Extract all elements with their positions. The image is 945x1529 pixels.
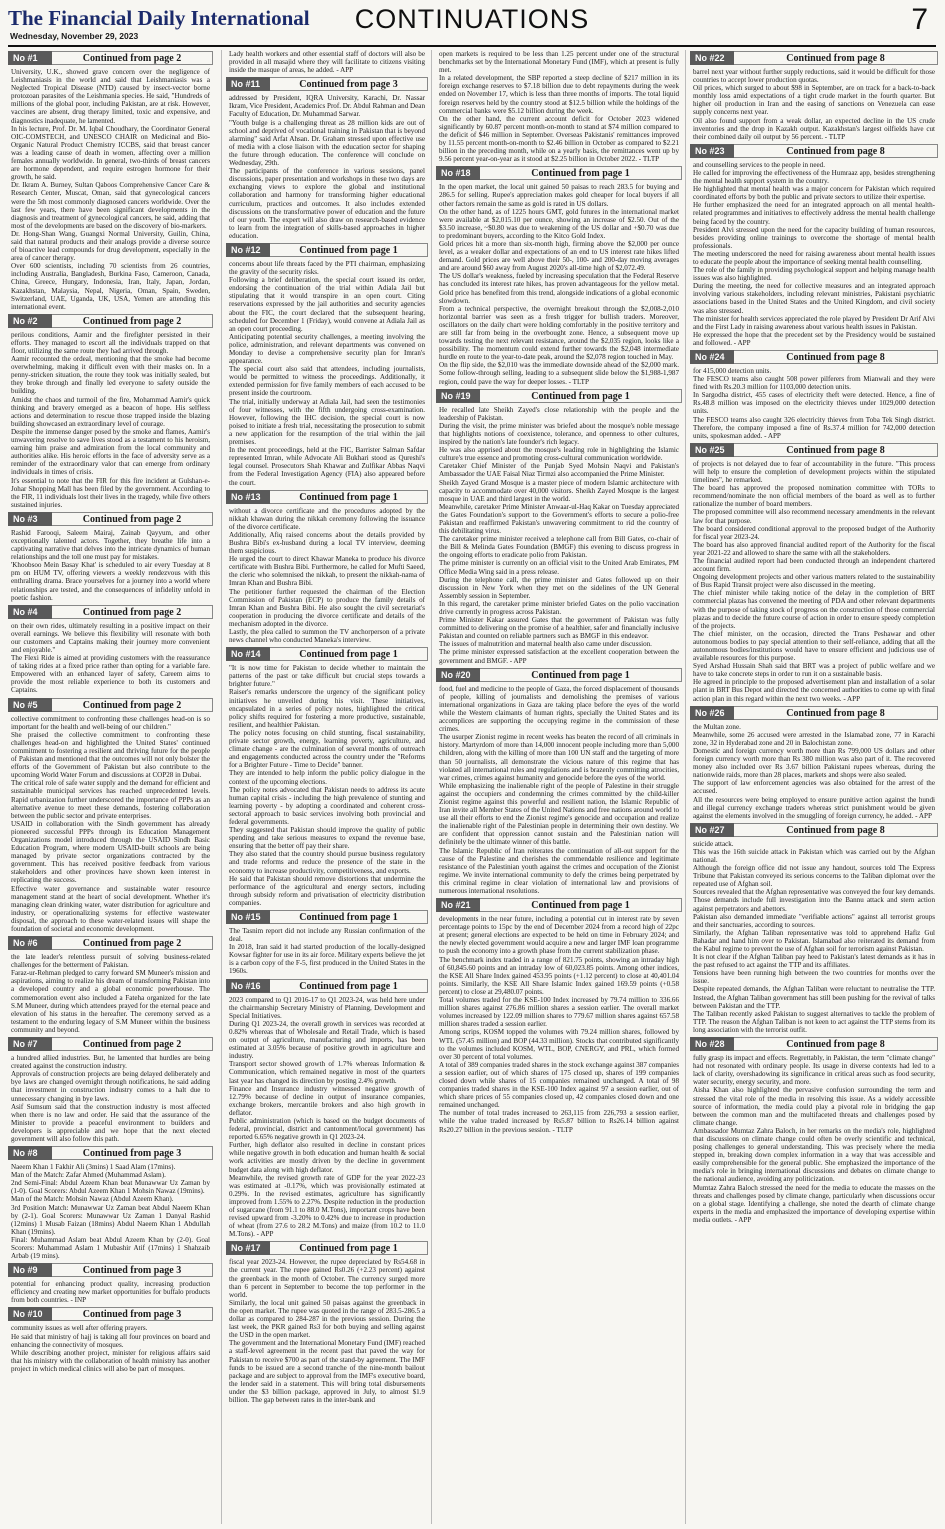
- continued-from-label: Continued from page 3: [270, 77, 428, 91]
- story-header: [226, 243, 428, 257]
- story-21: [436, 898, 682, 1134]
- masthead-rule: [8, 45, 936, 47]
- story-header: [8, 1307, 213, 1321]
- story-body-text: fully grasp its impact and effects. Regrettably, in Pakistan, the term "climate change" had not resonated with ordinary people. Its usage in diverse contexts had led to a lack of clarity, overshadowing its significance in critical areas such as food security, water security, energy security, and more. Aisha Khan also highlighted the pervasive confusion surrounding the term and stressed the vital role of the media in resolving this issue. As a widely accessible source of information, the media could play a pivotal role in bridging the gap between the common man and the multifaceted threats and challenges posed by climate change. Ambassador Mumtaz Zahra Baloch, in her remarks on the media's role, highlighted that discussions on climate change could often be overly scientific and technical, posing challenges to general understanding. This was precisely where the media stepped in, breaking down complex information in a way that was accessible and easily comprehensible for the general public. She emphasized the importance of the media's role in bringing international discussions and debates on climate change to the national audience, avoiding any politicization. Mumtaz Zahra Baloch stressed the need for the media to educate the masses on the threats and challenges posed by climate change, particularly when discussions occur on a global stage. Identifying a challenge, she noted the dearth of climate change experts in the media and emphasized the importance of developing expertise within media outlets. - APP: [693, 1054, 935, 1224]
- story-number-badge: No #11: [226, 77, 270, 91]
- story-22: [690, 51, 938, 141]
- story-body-text: "It is now time for Pakistan to decide whether to maintain the patterns of the past or take difficult but crucial steps towards a brighter future." Raiser's remarks underscore the urgency of the significant policy initiatives he unveiled during his visit. These initiatives, encapsulated in a series of policy notes, highlighted the critical policy shifts required for fostering a more productive, sustainable, resilient, and healthier Pakistan. The policy notes focusing on child stunting, fiscal sustainability, private sector growth, energy, learning poverty, agriculture, and climate change - are the culmination of several months of outreach and engagements conducted across the country under the "Reforms for a Brighter Future - Time to Decide" banner. They are intended to help inform the public policy dialogue in the context of the upcoming elections. The policy notes advocated that Pakistan needs to address its acute human capital crisis - including the high prevalence of stunting and learning poverty - by adopting a coordinated and coherent cross-sectoral approach to basic services involving both provincial and federal governments. They suggested that Pakistan should improve the quality of public spending and take serious measures to expand the revenue base, ensuring that the better off pay their share. They also stated that the country should pursue business regulatory and trade reforms and reduce the presence of the state in the economy to increase productivity, competitiveness, and exports. He said that Pakistan should remove distortions that undermine the performance of the agricultural and energy sectors, including through subsidy reform and privatisation of electricity distribution companies.: [229, 664, 425, 907]
- story-7: [8, 1037, 213, 1143]
- story-number-badge: No #28: [690, 1037, 734, 1051]
- story-header: [226, 490, 428, 504]
- story-number-badge: No #24: [690, 350, 734, 364]
- story-number-badge: No #15: [226, 910, 270, 924]
- story-26: [690, 706, 938, 820]
- masthead: [8, 4, 936, 44]
- story-number-badge: No #22: [690, 51, 734, 65]
- story-number-badge: No #10: [8, 1307, 52, 1321]
- story-header: [690, 144, 938, 158]
- story-6: [8, 936, 213, 1034]
- story-header: [8, 512, 213, 526]
- story-header: [690, 443, 938, 457]
- continued-from-label: Continued from page 2: [52, 698, 213, 712]
- story-header: [436, 898, 682, 912]
- story-header: [226, 77, 428, 91]
- story-number-badge: No #1: [8, 51, 52, 65]
- continued-from-label: Continued from page 8: [734, 1037, 938, 1051]
- continued-from-label: Continued from page 8: [734, 350, 938, 364]
- story-body-text: 2023 compared to Q1 2016-17 to Q1 2023-24, was held here under the chairmanship Secretary Ministry of Planning, Development and Special Initiatives. During Q1 2023-24, the overall growth in services was recorded at 0.82% whereas that of Wholesale and Retail Trade, which is based on output of agriculture, manufacturing and imports, has been estimated at 3.05% because of positive growth in agriculture and industry. Transport sector showed growth of 1.7% whereas Information & Communication, which remained negative in most of the quarters last year has changed its direction by posting 2.4% growth. Finance and Insurance industry witnessed negative growth of 12.79% because of decline in output of insurance companies, exchange brokers, mercantile brokers and also high growth in deflator. Public administration (which is based on the budget documents of federal, provincial, district and cantonment/local government) has reported 6.65% negative growth in Q1 2023-24. Further, high deflator also resulted in decline in constant prices while negative growth in both education and human health & social work activities are mostly driven by the decline in government budget data along with high deflator. Meanwhile, the revised growth rate of GDP for the year 2022-23 was estimated at -0.17%, which was provisionally estimated at 0.29%. In the revised estimates, agriculture has significantly improved from 1.55% to 2.27%. Despite reduction in the production of sugarcane (from 91.1 to 88.0 M.Tons), important crops have been revised upward from -3.20% to 0.42% due to increase in production of wheat (from 27.6 to 28.2 M.Tons) and maize (from 10.2 to 11.0 M.Tons). - APP: [229, 995, 425, 1239]
- column-1: [8, 50, 217, 1524]
- story-number-badge: No #14: [226, 647, 270, 661]
- story-15: [226, 910, 428, 976]
- story-11: [226, 77, 428, 240]
- page-number: 7: [911, 3, 928, 36]
- story-24: [690, 350, 938, 440]
- story-13: [226, 490, 428, 645]
- story-header: [8, 936, 213, 950]
- story-body-text: The Tasnim report did not include any Russian confirmation of the deal. In 2018, Iran said it had started production of the locally-designed Kowsar fighter for use in its air force. Military experts believe the jet is a carbon copy of the F-5, first produced in the United States in the 1960s.: [229, 927, 425, 976]
- continued-from-label: Continued from page 1: [480, 166, 682, 180]
- story-body-text: Rashid Farooqi, Saleem Mairaj, Zainab Qayyum, and other exceptionally talented actors. Together, they breathe life into a captivating narrative that delves into the intricate dynamics of human relationships and the toll one must pay for mistakes. 'Khoobsoo Mein Basay Khat' is scheduled to air every Tuesday at 8 pm on HUM TV, offering viewers a weekly rendezvous with this enthralling drama. Brace yourselves for a journey into a world where relationships are tested, and the consequences of infidelity unfold in poetic fashion.: [11, 528, 210, 602]
- page-columns: [8, 50, 937, 1524]
- story-number-badge: No #18: [436, 166, 480, 180]
- continued-from-label: Continued from page 2: [52, 512, 213, 526]
- story-header: [8, 51, 213, 65]
- story-header: [226, 647, 428, 661]
- story-body-text: He recalled late Sheikh Zayed's close relationship with the people and the leadership of Pakistan. During the visit, the prime minister was briefed about the mosque's noble message that highlights notions of coexistence, tolerance, and openness to other cultures, inspired by the nation's late founder's rich legacy. He was also apprised about the mosque's leading role in highlighting the Islamic culture's true essence and promoting cross-cultural communication worldwide. Caretaker Chief Minister of the Punjab Syed Mohsin Naqvi and Pakistan's Ambassador the UAE Faisal Niaz Tirmzi also accompanied the Prime Minister. Sheikh Zayed Grand Mosque is a master piece of modern Islamic architecture with capacity to accommodate over 40,000 visitors. Sheikh Zayed Mosque is the largest mosque in UAE and third largest in the world. Meanwhile, caretaker Prime Minister Anwaar-ul-Haq Kakar on Tuesday appreciated the Gates Foundation's support to the Government's efforts to secure a polio-free Pakistan and reaffirmed Pakistan's unwavering commitment to rid the country of this debilitating virus. The caretaker prime minister received a telephone call from Bill Gates, co-chair of the Bill & Melinda Gates Foundation (BMGF) this evening to discuss progress in the ongoing efforts to eradicate polio from Pakistan. The prime minister is currently on an official visit to the United Arab Emirates, PM Office Media Wing said in a press release. During the telephone call, the prime minister and Gates followed up on their discussion in New York when they met on the sidelines of the UN General Assembly session in September. In this regard, the caretaker prime minister briefed Gates on the polio vaccination drive currently in progress across Pakistan. Prime Minister Kakar assured Gates that the government of Pakistan was fully committed to delivering on the promise of a healthier, safer and financially inclusive Pakistan and counted on reliable partners such as BMGF in this endeavor. The issues of malnutrition and maternal health also came under discussion. The prime minister expressed satisfaction at the excellent cooperation between the government and BMGF. - APP: [439, 405, 679, 665]
- continued-from-label: Continued from page 2: [52, 605, 213, 619]
- story-body-text: developments in the near future, including a potential cut in interest rate by seven percentage points to 15pc by the end of December 2024 from a record high of 22pc at present; general elections are expected to be held on time in February 2024; and the newly elected government would acquire a new and larger IMF loan programme to push the economy into a growth phase from the current stabilization phase. The benchmark index traded in a range of 821.75 points, showing an intraday high of 60,845.60 points and an intraday low of 60,023.85 points. Among other indices, the KSE All Share Index gained 453.95 points (+1.12 percent) to close at 40,401.04 points. Similarly, the KSE All Share Islamic Index gained 169.59 points (+0.58 percent) to close at 29,480.07 points. Total volumes traded for the KSE-100 Index increased by 79.74 million to 336.66 million shares against 276.86 million shares a session earlier. The overall market volumes increased by 122.09 million shares to 779.67 million shares against 657.58 million shares traded a session earlier. Among scrips, KOSM topped the volumes with 79.24 million shares, followed by WTL (57.45 million) and BOP (44.33 million). Stocks that contributed significantly to the volumes included KOSM, WTL, BOP, CNERGY, and PRL, which formed over 30 percent of total volumes. A total of 389 companies traded shares in the stock exchange against 387 companies a session earlier, out of which shares of 175 closed up, shares of 199 companies closed down while shares of 15 companies remained unchanged. A total of 98 companies traded shares in the KSE-100 Index against 97 a session earlier, out of which share prices of 55 companies closed up, 42 companies closed down and one remained unchanged. The number of total trades increased to 263,115 from 226,793 a session earlier, while the value traded increased by Rs5.87 billion to Rs26.14 billion against Rs20.27 billion in the previous session. - TLTP: [439, 915, 679, 1134]
- story-number-badge: No #9: [8, 1263, 52, 1277]
- story-body-text: barrel next year without further supply reductions, said it would be difficult for those countries to accept lower production quotas. Oil prices, which surged to about $98 in September, are on track for a back-to-back monthly loss amid expectations of a tight crude market in the fourth quarter. But higher oil production in Iran and the easing of sanctions on Venezuela can ease supply concerns next year. Oil also found support from a weak dollar, an expected decline in the US crude inventories and the drop in Kazakh output. Kazakhstan's largest oilfields have cut their combined daily oil output by 56 percent. - TLTP: [693, 68, 935, 141]
- story-number-badge: No #23: [690, 144, 734, 158]
- story-body-text: and counselling services to the people in need. He called for improving the effectiveness of the Humraaz app, besides strengthening the mental health support system in the country. He highlighted that mental health was a major concern for Pakistan which required coordinated efforts by both the public and private sectors to utilize their expertise. He further emphasized the need for an integrated approach on all mental health-related programmes and initiatives to effectively address the mental health challenge being faced by the country. President Alvi stressed upon the need for the capacity building of human resources, besides providing online trainings to overcome the shortage of mental health professionals. The meeting underscored the need for raising awareness about mental health issues to educate the people about the importance of seeking mental health counselling. The role of the family in providing psychological support and helping manage health issues was also highlighted. During the meeting, the need for collective measures and an integrated approach involving various stakeholders, including relevant ministries, Pakistani psychiatric associations based in the United States and the United Kingdom, and civil society was also stressed. The minister for health services appreciated the role played by President Dr Arif Alvi and the First Lady in raising awareness about various health issues in Pakistan. He expressed the hope that the precedent set by the Presidency would be sustained and followed. - APP: [693, 160, 935, 347]
- column-2-lead-text: Lady health workers and other essential staff of doctors will also be provided in all masajid where they will facilitate to citizens visiting inside the masque of areas, he added. - APP: [229, 50, 427, 75]
- story-header: [436, 166, 682, 180]
- story-body-text: without a divorce certificate and the procedures adopted by the nikkah khawan during the nikkah ceremony following the issuance of the divorce certificate. Additionally, Afiq raised concerns about the details provided by Bushra Bibi's ex-husband during a local TV interview, deeming them suspicious. He urged the court to direct Khawar Maneka to produce his divorce certificate with Bushra Bibi. Furthermore, he called for Mufti Saeed, the cleric who solemnised the nikkah, to present the nikkah-nama of Imran Khan and Bushra Bibi. The petitioner further requested the chairman of the Election Commission of Pakistan (ECP) to produce the family details of Imran Khan and Bushra Bibi. He also sought the civil secretariat's cooperation in producing the divorce certificate and details of the mechanism adopted in the divorce. Lastly, the plea called to summon the TV anchorperson of a private news channel who conducted Maneka's interview.: [229, 506, 425, 645]
- story-number-badge: No #6: [8, 936, 52, 950]
- continued-from-label: Continued from page 8: [734, 51, 938, 65]
- story-12: [226, 243, 428, 487]
- story-body-text: fiscal year 2023-24. However, the rupee depreciated by Rs54.68 in the current year. The rupee gained Rs0.26 (+2.23 percent) against the greenback in the month of October. The currency surged more than 6 percent in September to become the top performer in the world. Similarly, the local unit gained 50 paisas against the greenback in the open market. The rupee was quoted in the range of 283.5-286.5 a dollar as compared to 284-287 in the previous session. During the last week, the PKR gained Rs3 for both buying and selling against the USD in the open market. The government and the International Monetary Fund (IMF) reached a staff-level agreement in the recent past that paved the way for Pakistan to receive $700 as part of the stand-by agreement. The IMF funds to be issued are a second tranche of the nine-month bailout package and are subject to approval from the IMF's executive board, the lender said in a statement. This will bring total disbursements under the $3 billion package, approved in July, to almost $1.9 billion. The gap between rates in the inter-bank and: [229, 1258, 425, 1404]
- story-header: [8, 1146, 213, 1160]
- continued-from-label: Continued from page 3: [52, 1146, 213, 1160]
- story-14: [226, 647, 428, 907]
- story-body-text: collective commitment to confronting these challenges head-on is so important for the health and well-being of our children." She praised the collective commitment to confronting these challenges head-on and highlighted the United States' continued commitment to fostering a resilient and thriving future for the people of Pakistan and mentioned that the outcomes will not only bolster the efforts of the Government of Pakistan but also contribute to the upcoming World Water Forum and discussions at COP28 in Dubai. The critical role of safe water supply and the demand for efficient and sustainable municipal services has reached unprecedented levels. Rapid urbanization further underscored the importance of PPPs as an alternative avenue to meet these demands, fostering collaboration between the public sector and private enterprises. USAID in collaboration with the Sindh government has already pioneered successful PPPs through its Education Management Organizations model introduced through the USAID Sindh Basic Education Program, where modern USAID-built schools are being managed by private sector organizations contracted by the government. This has received positive feedback from various stakeholders and other provinces have shown keen interest in replicating the success. Effective water governance and sustainable water resource management stand at the heart of social development. Whether it's managing clean drinking water, water distribution for agriculture and industry, or operationalizing systems for effective wastewater disposal, the approach to these water-related issues will shape the foundation of societal and economic development.: [11, 714, 210, 933]
- story-body-text: suicide attack. This was the 16th suicide attack in Pakistan which was carried out by the Afghan national. Although the foreign office did not issue any handout, sources told The Express Tribune that Pakistan conveyed its serious concerns to the Taliban diplomat over the repeated use of Afghan soil. Sources revealed that the Afghan representative was conveyed the four key demands. Those demands include full investigation into the Bannu attack and stern action against perpetrators and abettors. Pakistan also demanded immediate "verifiable actions" against all terrorist groups and their sanctuaries, according to sources. Similarly, the Afghan Taliban representative was told to apprehend Hafiz Gul Bahadar and hand him over to Pakistan. Islamabad also reiterated its demand from the Kabul regime to prevent the use of Afghan soil for terrorism against Pakistan. It is not clear if the Afghan Taliban pay heed to Pakistan's latest demands as it has in the past refused to act against the TTP and its affiliates. Tensions have been running high between the two countries for months over the issue. Despite repeated demands, the Afghan Taliban were reluctant to neutralise the TTP. Instead, the Afghan Taliban government has still been pushing for the revival of talks between Pakistan and the TTP. The Taliban recently asked Pakistan to suggest alternatives to tackle the problem of TTP. The reason the Afghan Taliban is not keen to act against the TTP stems from its long association with the terrorist outfit.: [693, 839, 935, 1034]
- story-23: [690, 144, 938, 347]
- continued-from-label: Continued from page 2: [52, 314, 213, 328]
- story-body-text: University, U.K., showed grave concern over the negligence of Leishmaniasis in the world and said that Leishmaniasis was a Neglected Tropical Disease (NTD) caused by insect-vector borne protozoan parasites of the Leishmania species. He said, "Hundreds of millions of the global poor, including Pakistan, are at risk. However, vaccines are absent, drug therapy limited, toxic and expensive, and diagnostics inadequate, he lamented. In his lecture, Prof. Dr. M. Iqbal Choudhary, the Coordinator General OIC-COMSTECH, and UNESCO CHAIR on Medicinal and Bio-Organic Natural Product Chemistry ICCBS, said that breast cancer was a leading cause of death in women, affecting over a million females annually worldwide. In general, two-thirds of breast cancers are hormone dependent, and require estrogen hormone for their growth, he said. Dr. Ikram A. Burney, Sultan Qaboos Comprehensive Cancer Care & Research Center, Muscat, Oman, said that gynecological cancers were the 5th most commonly diagnosed cancers worldwide. Over the last few years, there have been significant developments in the diagnosis and treatment of gynecological cancers, he said, adding that most of the developments are based on the discovery of bio-markers. Dr. Hong-Shan Wang, Guangxi Normal University, Guilin, China, said that natural products and their analogs provide a diverse source of bioactive lead compounds for drug development, especially in the area of cancer therapy. Over 600 scientists, including 70 scientists from 26 countries, including Australia, Bangladesh, Burkina Faso, Cameroon, Canada, China, Greece, Hungary, Indonesia, Iran, Italy, Japan, Jordan, Kazakhstan, Malaysia, Nepal, Nigeria, Oman, Spain, Sweden, Switzerland, UAE, Uganda, UK, USA, Yemen are attending this international event.: [11, 68, 210, 311]
- story-number-badge: No #7: [8, 1037, 52, 1051]
- story-4: [8, 605, 213, 695]
- story-28: [690, 1037, 938, 1224]
- column-3-lead-text: open markets is required to be less than 1.25 percent under one of the structural benchmarks set by the International Monetary Fund (IMF), which at present is fully met. In a related development, the SBP reported a steep decline of $217 million in its foreign exchange reserves to $7.18 billion due to debt repayments during the week ended on November 17, which is less than three months of imports. The total liquid foreign reserves held by the country stood at $12.5 billion while the holdings of the commercial banks were $5.12 billion during the week. On the other hand, the current account deficit for October 2023 widened significantly by 60.87 percent month-on-month to stand at $74 million compared to the deficit of $46 million in September. Overseas Pakistanis' remittances improved by 11.55 percent month-on-month to $2.46 billion in October as compared to $2.21 billion in the preceding month, while on a yearly basis, the remittances went up by 9.56 percent year-on-year as it stood at $2.25 billion in October 2022. - TLTP: [439, 50, 679, 164]
- story-header: [226, 910, 428, 924]
- story-number-badge: No #12: [226, 243, 270, 257]
- story-body-text: a hundred allied industries. But, he lamented that hurdles are being created against the construction industry. Approvals of construction projects are being delayed deliberately and bye laws are changed overnight through notifications, he said adding that investment in construction industry comes to a halt due to unnecessary changing in bye laws. Asif Sumsum said that the construction industry is most affected when there is no law and order. He said that the assurance of the Minister to provide a peaceful environment to builders and developers is appreciable and we hope that the next elected government will also follow this path.: [11, 1054, 210, 1143]
- story-body-text: Naeem Khan 1 Fakhir Ali (3mins) 1 Saad Alam (17mins). Man of the Match: Zafar Ahmed (Muhammad Aslam). 2nd Semi-Final: Abdul Azeem Khan beat Munawwar Uz Zaman by (1-0). Goal Scorers: Abdul Azeem Khan 1 Mohsin Nawaz (19mins). Man of the Match: Mohsin Nawaz (Abdul Azeem Khan). 3rd Position Match: Munawwar Uz Zaman beat Abdul Naeem Khan by (2-1). Goal Scorers: Munawwar Uz Zaman 1 Danyal Rashid (12mins) 1 Musab Faizan (18mins) Abdul Naeem Khan 1 Abdullah Khan (19mins). Final: Muhammad Aslam beat Abdul Azeem Khan by (2-0). Goal Scorers: Muhammad Aslam 1 Mubashir Atif (17mins) 1 Shahzaib Arbab (19 mins).: [11, 1163, 210, 1261]
- story-header: [226, 979, 428, 993]
- story-body-text: for 415,000 detection units. The FESCO teams also caught 508 power pilferers from Mianwali and they were fined with Rs.20.3 million for 1103,000 detection units. In Sargodha district, 455 cases of electricity theft were detected. Hence, a fine of Rs.48.8 million was imposed on the electricity thieves under 1029,000 detection units. The FESCO teams also caught 326 electricity thieves from Toba Tek Singh district. Therefore, the company imposed a fine of Rs.37.4 million for 742,000 detection units, spokesman added. - APP: [693, 367, 935, 440]
- story-header: [8, 605, 213, 619]
- story-header: [690, 823, 938, 837]
- section-title: CONTINUATIONS: [354, 4, 590, 34]
- story-number-badge: No #19: [436, 389, 480, 403]
- story-number-badge: No #26: [690, 706, 734, 720]
- story-header: [8, 698, 213, 712]
- story-number-badge: No #21: [436, 898, 480, 912]
- continued-from-label: Continued from page 1: [270, 979, 428, 993]
- story-header: [8, 1037, 213, 1051]
- story-body-text: food, fuel and medicine to the people of Gaza, the forced displacement of thousands of people, killing of journalists and demolishing the premises of various international organizations in Gaza are taking place before the eyes of the world while the Western claimants of human rights, specially the United States and its accomplices are supporting the occupying regime in the commission of these crimes. The usurper Zionist regime in recent weeks has beaten the record of all criminals in history. Martyrdom of more than 14,000 innocent people including more than 5,000 children, along with the killing of more than 100 UN staff and the targeting of more than 50 journalists, all demonstrate the vicious nature of this regime that has violated all international rules and regulations and is brazenly committing atrocities, war crimes, crimes against humanity and genocide before the eyes of the world. While emphasizing the inalienable right of the people of Palestine in their struggle against the occupiers and condemning the crimes committed by the child-killer Zionist regime against this powerful and resilient nation, the Islamic Republic of Iran invite all Member States of the United Nations and free nations around world to use all their efforts to end the Zionist regime's genocide and occupation and realize the inalienable right of the Palestinian people in determining their own destiny. We are confident that oppression cannot sustain and the Palestinian nation will definitely be the ultimate winner of this battle. The Islamic Republic of Iran reiterates the continuation of all-out support for the cause of the Palestine and cherishes the commendable resilience and legitimate resistance of the Palestinian youth against the crimes and occupation of the Zionist regime. We invite international community to defy the crimes being perpetrated by this criminal regime in clear violation of international law and provisions of numerous international resolutions.: [439, 684, 679, 895]
- newspaper-title: The Financial Daily International: [8, 6, 310, 30]
- story-9: [8, 1263, 213, 1304]
- column-2: [221, 50, 432, 1524]
- story-body-text: the late leader's relentless pursuit of solving business-related challenges for the betterment of Pakistan. Faraz-ur-Rehman pledged to carry forward SM Muneer's mission and aspirations, aiming to realize his dream of transforming Pakistan into a developed country and a global economic powerhouse. The commemoration event also included a Fateha organized for the late S.M Muneer, during which attendees prayed for the eternal peace and elevation of his status in the hereafter. The ceremony served as a testament to the enduring legacy of S.M Muneer within the business community and beyond.: [11, 953, 210, 1034]
- story-10: [8, 1307, 213, 1373]
- story-2: [8, 314, 213, 509]
- story-number-badge: No #20: [436, 668, 480, 682]
- continued-from-label: Continued from page 1: [480, 898, 682, 912]
- continued-from-label: Continued from page 8: [734, 823, 938, 837]
- story-body-text: the Multan zone. Meanwhile, some 26 accused were arrested in the Islamabad zone, 77 in Karachi zone, 32 in Hyderabad zone and 20 in Balochistan zone. Domestic and foreign currency worth more than Rs 799,000 US dollars and other foreign currency worth more than Rs 380 million was also part of it. The recovered money also included over Rs 3.67 billion Pakistani rupees whereas, during the nationwide raids, more than 28 places, markets and shops were also sealed. The support of law enforcement agencies was also obtained for the arrest of the accused. All the resources were being employed to ensure punitive action against the hundi and illegal currency exchange traders whereas strict punishment would be given against the elements involved in the smuggling of foreign currency, he added. - APP: [693, 722, 935, 820]
- story-27: [690, 823, 938, 1034]
- story-number-badge: No #27: [690, 823, 734, 837]
- story-header: [8, 314, 213, 328]
- story-number-badge: No #4: [8, 605, 52, 619]
- story-body-text: community issues as well after offering prayers. He said that ministry of hajj is taking all four provinces on board and enhancing the connectivity of mosques. While describing another project, minister for religious affairs said that his ministry with the collaboration of health ministry has another project in which medical clinics will also be part of mosques.: [11, 1324, 210, 1373]
- continued-from-label: Continued from page 3: [52, 1307, 213, 1321]
- story-body-text: concerns about life threats faced by the PTI chairman, emphasizing the gravity of the security risks. Following a brief deliberation, the special court issued its order, endorsing the continuation of the trial within Adiala Jail but stipulating that it would transpire in an open court. Citing reservations expressed by the jail authorities and security agencies about the FIC, the court declared that the subsequent hearing, scheduled for December 1 (Friday), would convene at Adiala Jail as an open court proceeding. Anticipating potential security challenges, a meeting involving the police, administration, and relevant departments was convened on Monday to devise a comprehensive security plan for Imran's appearance. The special court also said that attendees, including journalists, would be permitted to witness the proceedings. Additionally, it extended permission for five family members of each accused to be present inside the courtroom. The trial, initially underway at Adiala Jail, had seen the testimonies of four witnesses, with the fifth undergoing cross-examination. However, following the IHC decision, the special court is now poised to initiate a fresh trial, necessitating the prosecution to submit a new application for the resumption of the trial within the jail premises. In the recent proceedings, held at the FIC, Barrister Salman Safdar represented Imran, while Advocate Ali Bukhari stood as Qureshi's legal counsel. Prosecutors Shah Khawar and Zulfikar Abbas Naqvi from the Federal Investigation Agency (FIA) also appeared before the court.: [229, 259, 425, 487]
- story-header: [690, 350, 938, 364]
- continued-from-label: Continued from page 2: [52, 936, 213, 950]
- story-body-text: of projects is not delayed due to fear of accountability in the future. "This process will help to ensure the completion of development projects within the stipulated timelines", he remarked. The board has approved the proposed nomination committee with TORs to recommend/nominate the non official members of the board as well as to further rationalize the number of board members. The proposed committee will also recommend necessary amendments in the relevant law for that purpose. The board considered conditional approval to the proposed budget of the Authority for fiscal year 2023-24. The board has also approved financial audited report of the Authority for the fiscal year 2021-22 and allowed to share the same with all the stakeholders. The financial audited report had been conducted through an independent chartered account firm. Ongoing development projects and other various matters related to the sustainability of Bus Rapid Transit project were also discussed in the meeting. The chief minister while taking notice of the delay in the completion of BRT commercial plazas has convened the meeting of PDA and other relevant departments with the purpose of taking stock of progress on the construction of those commercial plazas and to decide the future course of action in order to ensure speedy completion of the projects. The chief minister, on the occasion, directed the Trans Peshawar and other autonomous bodies to pay special attention to their self-reliance, adding that all the autonomous bodies/institutions would have to ensure efficient and judicious use of available resources for this purpose. Syed Arshad Hussain Shah said that BRT was a project of public welfare and we have to take concrete steps in order to run it on a sustainable basis. He agreed in principle to the proposed advertisement plan and installation of a solar plant in BRT Bus Depot and directed the concerned authorities to come up with final action plan in this regard within the next two weeks. - APP: [693, 459, 935, 703]
- story-header: [690, 706, 938, 720]
- story-header: [436, 668, 682, 682]
- continued-from-label: Continued from page 1: [270, 490, 428, 504]
- story-18: [436, 166, 682, 385]
- continued-from-label: Continued from page 2: [52, 1037, 213, 1051]
- story-number-badge: No #2: [8, 314, 52, 328]
- continued-from-label: Continued from page 8: [734, 144, 938, 158]
- continued-from-label: Continued from page 1: [270, 243, 428, 257]
- story-19: [436, 389, 682, 665]
- story-number-badge: No #25: [690, 443, 734, 457]
- story-20: [436, 668, 682, 895]
- continued-from-label: Continued from page 1: [480, 668, 682, 682]
- story-body-text: potential for enhancing product quality, increasing production efficiency and creating new market opportunities for buffalo products from both countries. - INP: [11, 1280, 212, 1305]
- continued-from-label: Continued from page 1: [270, 647, 428, 661]
- story-header: [8, 1263, 213, 1277]
- column-3: [431, 50, 686, 1524]
- story-number-badge: No #8: [8, 1146, 52, 1160]
- story-body-text: In the open market, the local unit gained 50 paisas to reach 283.5 for buying and 286.5 for selling. Rupee's appreciation makes gold cheaper for local buyers if all other factors remain the same as gold is rated in US dollars. On the other hand, as of 1225 hours GMT, gold futures in the international market were available at $2,015.10 per ounce, showing an increase of $2.50. Out of the $3.50 increase, ~$0.80 was due to weakening of the US dollar and +$0.70 was due to predominant buyers, according to the Kitco Gold Index. Gold prices hit a more than six-month high, firming above the $2,000 per ounce level, as a weaker dollar and expectations of an end to US interest rate hikes lifted demand. Gold prices are well above their 50-, 100- and 200-day moving averages and are around $60 away from August 2020's all-time high of $2,072.49. The US dollar's weakness, fueled by increasing speculation that the Federal Reserve has concluded its interest rate hikes, has proven advantageous for the yellow metal. Gold price has benefited from this trend, alongside indications of a global economic slowdown. From a technical perspective, the overnight breakout through the $2,008-2,010 horizontal barrier was seen as a fresh trigger for bullish traders. Moreover, oscillators on the daily chart were holding comfortably in the positive territory and are still far from being in the overbought zone. Hence, a subsequent move up towards testing the next relevant resistance, around the $2,035 region, looks like a possibility. The momentum could extend further towards the $2,048 intermediate hurdle en route to the year-to-date peak, around the $2,078 region touched in May. On the flip side, the $2,010 was the immediate downside ahead of the $2,000 mark. Some follow-through selling, leading to a subsequent slide below the $1,988-1,987 region, could pave the way for deeper losses. - TLTP: [439, 183, 679, 386]
- story-header: [436, 389, 682, 403]
- story-number-badge: No #13: [226, 490, 270, 504]
- continued-from-label: Continued from page 8: [734, 706, 938, 720]
- story-number-badge: No #16: [226, 979, 270, 993]
- story-17: [226, 1241, 428, 1404]
- story-header: [690, 1037, 938, 1051]
- story-number-badge: No #17: [226, 1241, 270, 1255]
- story-body-text: perilous conditions, Aamir and the firefighter persisted in their efforts. They managed to escort all the individuals trapped on that floor, utilizing the same route they had arrived through. Aamir recounted the ordeal, mentioning that the smoke had become overwhelming, making it difficult even with their masks on. In a penny-stricken situation, the route they took was initially sealed, but they broke through and finally led everyone to safety outside the building. Amidst the chaos and turmoil of the fire, Mohammad Aamir's quick thinking and bravery emerged as a beacon of hope. His selfless actions and determination to rescue those trapped inside the blazing building showcased an extraordinary level of courage. Despite the immense danger posed by the smoke and flames, Aamir's unwavering resolve to save lives stood as a testament to his heroism, earning him praise and admiration from the local community and authorities alike. His heroic efforts in the face of adversity serve as a reminder of the extraordinary valor that can emerge from ordinary individuals in times of crisis. It's essential to note that the FIR for this fire incident at Gulshan-e-Johar Shopping Mall has been filed by the government. According to the FIR, 11 individuals lost their lives in the tragedy, while five others sustained injuries.: [11, 330, 210, 509]
- story-25: [690, 443, 938, 703]
- story-3: [8, 512, 213, 602]
- column-4: [685, 50, 938, 1524]
- story-16: [226, 979, 428, 1239]
- continued-from-label: Continued from page 2: [52, 51, 213, 65]
- continued-from-label: Continued from page 3: [52, 1263, 213, 1277]
- story-5: [8, 698, 213, 934]
- story-number-badge: No #5: [8, 698, 52, 712]
- story-body-text: addressed by President, IQRA University, Karachi, Dr. Nassar Ikram, Vice President, Academics Prof. Dr. Abdul Rahman and Dean Faculty of Education, Dr. Muhammad Sarwar. "Youth bulge is a challenging threat as 28 million kids are out of school and deprived of vocational training in Pakistan that is beyond alarming" said Arfat Ahsan. Dr. Graham stressed upon effective use of media with a close liaison with the education sector for shaping the future through education. The conference will conclude on Wednesday, 29th. The participants of the conference in various sessions, panel discussions, paper presentation and workshops in these two days are exchanging views to explore the global and institutional collaboration and harmony for transforming higher educational curriculum, practices and outcomes. It also includes extended discussions on the transformative power of education and the future of our youth. The expert will also draw on research-based evidence to learn from the integration of skills-based approaches in higher education.: [229, 94, 425, 240]
- continued-from-label: Continued from page 1: [480, 389, 682, 403]
- story-header: [226, 1241, 428, 1255]
- issue-date: Wednesday, November 29, 2023: [10, 31, 139, 41]
- continued-from-label: Continued from page 1: [270, 910, 428, 924]
- story-1: [8, 51, 213, 311]
- story-body-text: on their own rides, ultimately resulting in a positive impact on their overall earnings. We believe this flexibility will resonate with both our customers and Captains making their journey more convenient and enjoyable." The Flexi Ride is aimed at providing customers with the reassurance of taking rides at a fixed price rather than opting for a variable fare. Empowered with an enhanced layer of safety, Careem aims to provide the most reliable experience to both its customers and Captains.: [11, 621, 210, 695]
- story-header: [690, 51, 938, 65]
- continued-from-label: Continued from page 8: [734, 443, 938, 457]
- continued-from-label: Continued from page 1: [270, 1241, 428, 1255]
- story-number-badge: No #3: [8, 512, 52, 526]
- story-8: [8, 1146, 213, 1260]
